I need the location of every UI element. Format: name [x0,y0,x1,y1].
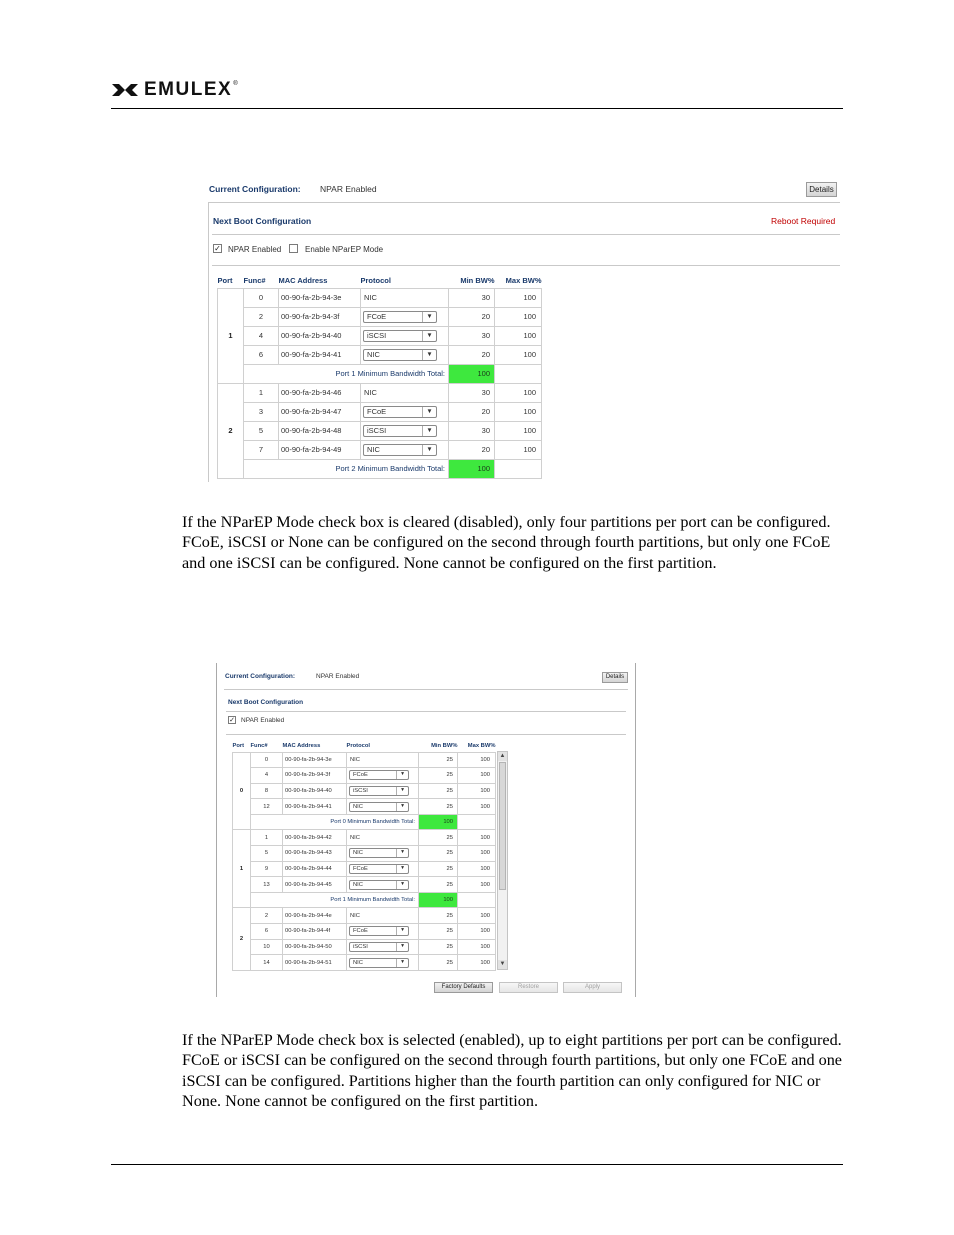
protocol-cell [361,402,449,421]
empty-cell [495,364,542,383]
func-number: 0 [244,288,279,307]
chevron-down-icon[interactable]: ▼ [396,771,408,779]
min-bandwidth: 25 [419,955,458,971]
protocol-value: NIC [361,383,449,402]
table-row [233,768,496,784]
panel-border [216,663,217,997]
max-bandwidth: 100 [458,955,496,971]
min-bandwidth: 25 [419,768,458,784]
func-number: 13 [251,877,283,893]
bandwidth-total-label: Port 0 Minimum Bandwidth Total: [251,814,419,830]
min-bandwidth: 25 [419,861,458,877]
protocol-value: NIC [347,908,419,924]
protocol-value: FCoE [367,406,387,416]
func-number: 7 [244,440,279,459]
protocol-cell [361,326,449,345]
protocol-value: NIC [367,349,380,359]
protocol-select[interactable] [349,958,409,968]
mac-address: 00-90-fa-2b-94-43 [283,846,347,862]
column-header: Protocol [346,743,371,750]
protocol-value: iSCSI [367,330,387,340]
protocol-value: FCoE [353,928,368,935]
chevron-down-icon[interactable]: ▼ [396,927,408,935]
restore-button[interactable]: Restore [499,982,558,993]
port-number: 1 [218,288,244,383]
chevron-down-icon[interactable]: ▼ [396,959,408,967]
chevron-down-icon[interactable]: ▼ [422,445,436,455]
bandwidth-total-label: Port 1 Minimum Bandwidth Total: [244,364,449,383]
protocol-select[interactable] [363,349,437,361]
min-bandwidth: 25 [419,752,458,768]
npar-enabled-checkbox[interactable] [228,716,236,724]
protocol-cell [347,861,419,877]
mac-address: 00-90-fa-2b-94-41 [283,799,347,815]
mac-address: 00-90-fa-2b-94-42 [283,830,347,846]
min-bandwidth: 25 [419,799,458,815]
max-bandwidth: 100 [495,402,542,421]
min-bandwidth: 30 [449,421,495,440]
bandwidth-total-row [218,364,542,383]
protocol-cell [361,421,449,440]
column-header: MAC Address [278,275,328,285]
mac-address: 00-90-fa-2b-94-41 [279,345,361,364]
protocol-select[interactable] [349,926,409,936]
min-bandwidth: 25 [419,908,458,924]
protocol-cell [347,768,419,784]
mac-address: 00-90-fa-2b-94-50 [283,939,347,955]
mac-address: 00-90-fa-2b-94-46 [279,383,361,402]
table-scrollbar[interactable] [497,751,508,970]
column-header: Min BW% [460,275,495,285]
func-number: 4 [251,768,283,784]
mac-address: 00-90-fa-2b-94-3e [279,288,361,307]
table-row [233,955,496,971]
protocol-value: iSCSI [353,787,368,794]
trademark: ® [233,81,238,87]
current-config-label: Current Configuration: [225,673,296,680]
current-config-label: Current Configuration: [209,184,301,194]
protocol-cell [347,924,419,940]
protocol-value: FCoE [367,311,387,321]
protocol-select[interactable] [363,406,437,418]
bandwidth-total-row [218,459,542,478]
bandwidth-total-value: 100 [449,459,495,478]
column-header: Port [217,275,233,285]
table-row [233,908,496,924]
mac-address: 00-90-fa-2b-94-3f [283,768,347,784]
func-number: 2 [244,307,279,326]
protocol-select[interactable] [363,330,437,342]
mac-address: 00-90-fa-2b-94-48 [279,421,361,440]
protocol-value: FCoE [353,865,368,872]
func-number: 0 [251,752,283,768]
max-bandwidth: 100 [458,768,496,784]
protocol-select[interactable] [349,880,409,890]
enable-nparep-checkbox[interactable] [289,244,298,253]
protocol-cell [347,939,419,955]
protocol-select[interactable] [349,786,409,796]
chevron-down-icon[interactable]: ▼ [422,350,436,360]
table-row [218,383,542,402]
mac-address: 00-90-fa-2b-94-47 [279,402,361,421]
func-number: 9 [251,861,283,877]
max-bandwidth: 100 [458,846,496,862]
divider [212,265,840,266]
mac-address: 00-90-fa-2b-94-40 [283,783,347,799]
protocol-value: NIC [353,959,363,966]
table-row [218,307,542,326]
apply-button[interactable]: Apply [563,982,622,993]
protocol-select[interactable] [363,425,437,437]
paragraph-nparep-enabled: If the NParEP Mode check box is selected (enabled), up to eight partitions per port can be configured. FCoE or iSCSI can be configured on the second through fourth partitions, but only one FCoE and one iSCSI can be configured. Partitions higher than the fourth partition can only configured for NIC or None. None cannot be configured on the first partition. [182,1031,842,1111]
protocol-cell [347,783,419,799]
table-row [233,861,496,877]
mac-address: 00-90-fa-2b-94-49 [279,440,361,459]
protocol-value: NIC [347,830,419,846]
port-number: 1 [233,830,251,908]
footer-rule [111,1164,843,1165]
protocol-select[interactable] [349,770,409,780]
max-bandwidth: 100 [458,783,496,799]
protocol-select[interactable] [363,311,437,323]
func-number: 5 [244,421,279,440]
empty-cell [495,459,542,478]
protocol-cell [347,955,419,971]
divider [226,711,626,712]
table-row [233,846,496,862]
max-bandwidth: 100 [458,877,496,893]
protocol-select[interactable] [349,802,409,812]
max-bandwidth: 100 [458,799,496,815]
npar-enabled-checkbox[interactable] [213,244,222,253]
bandwidth-total-row [233,814,496,830]
column-header: Protocol [360,275,391,285]
protocol-value: NIC [347,752,419,768]
min-bandwidth: 20 [449,402,495,421]
header-rule [111,108,843,109]
func-number: 1 [251,830,283,846]
divider [226,734,626,735]
next-boot-title: Next Boot Configuration [228,699,304,706]
func-number: 8 [251,783,283,799]
max-bandwidth: 100 [495,288,542,307]
mac-address: 00-90-fa-2b-94-45 [283,877,347,893]
mac-address: 00-90-fa-2b-94-44 [283,861,347,877]
partition-table [232,741,496,971]
chevron-down-icon[interactable]: ▼ [396,943,408,951]
max-bandwidth: 100 [458,908,496,924]
min-bandwidth: 20 [449,307,495,326]
protocol-cell [347,877,419,893]
checkmark-icon: ✓ [229,717,235,724]
func-number: 12 [251,799,283,815]
next-boot-title: Next Boot Configuration [213,216,312,226]
emulex-logo-icon [111,82,139,98]
checkmark-icon: ✓ [214,244,221,253]
emulex-logo [111,80,238,100]
mac-address: 00-90-fa-2b-94-51 [283,955,347,971]
column-header: MAC Address [282,743,321,750]
bandwidth-total-value: 100 [419,892,458,908]
mac-address: 00-90-fa-2b-94-3f [279,307,361,326]
table-header-row [218,273,542,288]
table-row [218,421,542,440]
max-bandwidth: 100 [495,383,542,402]
port-number: 2 [233,908,251,970]
func-number: 4 [244,326,279,345]
protocol-value: NIC [353,803,363,810]
table-row [218,326,542,345]
divider [208,202,840,203]
min-bandwidth: 30 [449,288,495,307]
protocol-value: iSCSI [367,425,387,435]
protocol-value: NIC [367,444,380,454]
table-row [233,799,496,815]
mac-address: 00-90-fa-2b-94-3e [283,752,347,768]
bandwidth-total-label: Port 1 Minimum Bandwidth Total: [251,892,419,908]
current-config-value: NPAR Enabled [316,673,360,680]
protocol-value: NIC [353,850,363,857]
protocol-cell [361,440,449,459]
min-bandwidth: 20 [449,345,495,364]
table-row [233,752,496,768]
bandwidth-total-value: 100 [419,814,458,830]
npar-enabled-label: NPAR Enabled [228,245,282,254]
details-button[interactable]: Details [602,672,628,683]
panel-border [635,663,636,997]
min-bandwidth: 20 [449,440,495,459]
bandwidth-total-value: 100 [449,364,495,383]
func-number: 14 [251,955,283,971]
max-bandwidth: 100 [495,440,542,459]
paragraph-nparep-disabled: If the NParEP Mode check box is cleared (disabled), only four partitions per port can be configured. FCoE, iSCSI or None can be configured on the second through fourth partitions, but only one FCoE and one iSCSI can be configured. None cannot be configured on the first partition. [182,513,831,572]
factory-defaults-button[interactable]: Factory Defaults [434,982,493,993]
bandwidth-total-row [233,892,496,908]
reboot-required-label: Reboot Required [771,216,836,226]
divider [212,234,840,235]
column-header: Min BW% [431,743,458,750]
protocol-cell [347,799,419,815]
min-bandwidth: 25 [419,924,458,940]
mac-address: 00-90-fa-2b-94-4e [283,908,347,924]
max-bandwidth: 100 [495,326,542,345]
func-number: 5 [251,846,283,862]
max-bandwidth: 100 [495,421,542,440]
empty-cell [458,814,496,830]
port-number: 2 [218,383,244,478]
max-bandwidth: 100 [458,830,496,846]
func-number: 3 [244,402,279,421]
mac-address: 00-90-fa-2b-94-40 [279,326,361,345]
panel-border [208,202,209,482]
enable-nparep-label: Enable NParEP Mode [305,245,384,254]
protocol-value: NIC [361,288,449,307]
npar-enabled-label: NPAR Enabled [241,717,285,724]
chevron-down-icon[interactable]: ▼ [422,312,436,322]
column-header: Port [232,743,245,750]
protocol-select[interactable] [349,848,409,858]
min-bandwidth: 25 [419,846,458,862]
func-number: 2 [251,908,283,924]
min-bandwidth: 30 [449,326,495,345]
max-bandwidth: 100 [495,307,542,326]
column-header: Func# [250,743,268,750]
min-bandwidth: 25 [419,939,458,955]
divider [224,689,628,690]
screenshot-npar-disabled-nparep [208,176,840,482]
partition-table [217,273,542,479]
max-bandwidth: 100 [458,939,496,955]
func-number: 10 [251,939,283,955]
chevron-down-icon[interactable]: ▼ [422,331,436,341]
protocol-value: FCoE [353,772,368,779]
protocol-value: NIC [353,881,363,888]
table-row [233,877,496,893]
bandwidth-total-label: Port 2 Minimum Bandwidth Total: [244,459,449,478]
chevron-down-icon[interactable]: ▼ [396,881,408,889]
func-number: 6 [244,345,279,364]
protocol-select[interactable] [349,942,409,952]
column-header: Func# [243,275,266,285]
table-row [218,288,542,307]
table-row [233,924,496,940]
screenshot-nparep-enabled [216,663,636,997]
func-number: 6 [251,924,283,940]
chevron-down-icon[interactable]: ▼ [396,787,408,795]
min-bandwidth: 30 [449,383,495,402]
max-bandwidth: 100 [495,345,542,364]
table-row [218,440,542,459]
max-bandwidth: 100 [458,752,496,768]
mac-address: 00-90-fa-2b-94-4f [283,924,347,940]
protocol-cell [361,307,449,326]
func-number: 1 [244,383,279,402]
brand-name: EMULEX [144,79,233,100]
table-row [233,939,496,955]
protocol-select[interactable] [349,864,409,874]
max-bandwidth: 100 [458,861,496,877]
column-header: Max BW% [505,275,542,285]
table-row [218,345,542,364]
protocol-value: iSCSI [353,943,368,950]
table-row [233,783,496,799]
current-config-value: NPAR Enabled [320,184,377,194]
min-bandwidth: 25 [419,830,458,846]
scroll-down-icon[interactable]: ▼ [499,961,506,967]
min-bandwidth: 25 [419,783,458,799]
empty-cell [458,892,496,908]
port-number: 0 [233,752,251,830]
chevron-down-icon[interactable]: ▼ [396,803,408,811]
protocol-cell [361,345,449,364]
chevron-down-icon[interactable]: ▼ [396,865,408,873]
min-bandwidth: 25 [419,877,458,893]
chevron-down-icon[interactable]: ▼ [422,407,436,417]
chevron-down-icon[interactable]: ▼ [422,426,436,436]
protocol-cell [347,846,419,862]
details-button[interactable]: Details [806,182,837,197]
scroll-up-icon[interactable]: ▲ [499,753,506,759]
max-bandwidth: 100 [458,924,496,940]
table-row [218,402,542,421]
column-header: Max BW% [467,743,496,750]
table-header-row [233,741,496,752]
protocol-select[interactable] [363,444,437,456]
chevron-down-icon[interactable]: ▼ [396,849,408,857]
scrollbar-thumb[interactable] [499,762,506,890]
table-row [233,830,496,846]
